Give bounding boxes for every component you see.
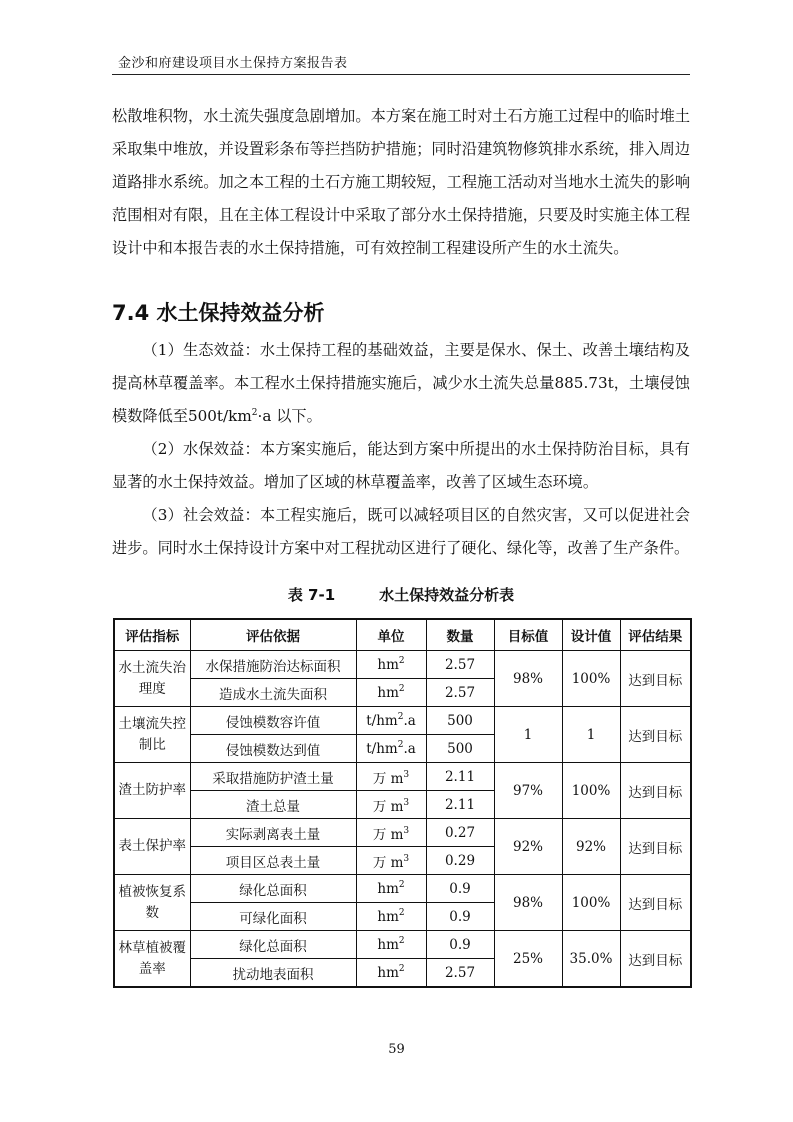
unit-base: 万 m — [372, 854, 404, 871]
social-benefit-paragraph: （3）社会效益：本工程实施后，既可以减轻项目区的自然灾害，又可以促进社会进步。同时水土保持设计方案中对工程扰动区进行了硬化、绿化等，改善了生产条件。 — [112, 506, 690, 557]
unit-sup: 3 — [403, 797, 410, 808]
unit-tail: .a — [403, 740, 416, 757]
eco-text-sup: 2 — [251, 408, 258, 418]
indicator-cell: 渣土防护率 — [114, 763, 190, 819]
header-cell: 评估指标 — [114, 619, 190, 651]
indicator-cell: 植被恢复系数 — [114, 875, 190, 931]
unit-cell — [356, 875, 426, 903]
unit-base: hm — [377, 964, 399, 981]
basis-cell: 采取措施防护渣土量 — [190, 763, 356, 791]
unit-sup: 2 — [397, 711, 404, 722]
section-body — [112, 334, 690, 565]
design-cell: 100% — [562, 875, 620, 931]
unit-base: 万 m — [372, 770, 404, 787]
header-divider — [112, 74, 690, 75]
table-caption-number: 表 7-1 — [287, 586, 336, 604]
unit-base: hm — [377, 908, 399, 925]
basis-cell: 项目区总表土量 — [190, 847, 356, 875]
quantity-cell: 2.11 — [426, 791, 494, 819]
basis-cell: 绿化总面积 — [190, 931, 356, 959]
water-conservation-benefit-paragraph: （2）水保效益：本方案实施后，能达到方案中所提出的水土保持防治目标，具有显著的水土保持效益。增加了区域的林草覆盖率，改善了区域生态环境。 — [112, 440, 690, 491]
intro-paragraph: 松散堆积物，水土流失强度急剧增加。本方案在施工时对土石方施工过程中的临时堆土采取集中堆放，并设置彩条布等拦挡防护措施；同时沿建筑物修筑排水系统，排入周边道路排水系统。加之本工程的土石方施工期较短，工程施工活动对当地水土流失的影响范围相对有限，且在主体工程设计中采取了部分水土保持措施，只要及时实施主体工程设计中和本报告表的水土保持措施，可有效控制工程建设所产生的水土流失。 — [112, 107, 690, 257]
quantity-cell: 2.57 — [426, 679, 494, 707]
eco-text-after: ·a 以下。 — [257, 407, 322, 425]
target-cell: 98% — [494, 651, 562, 707]
unit-sup: 2 — [397, 739, 404, 750]
table-row — [114, 819, 691, 847]
table-header-row — [114, 619, 691, 651]
benefit-analysis-table — [113, 618, 692, 988]
intro-text — [112, 100, 690, 265]
unit-tail: .a — [403, 712, 416, 729]
unit-base: hm — [377, 684, 399, 701]
unit-cell — [356, 819, 426, 847]
basis-cell: 侵蚀模数容许值 — [190, 707, 356, 735]
design-cell: 100% — [562, 651, 620, 707]
unit-cell — [356, 903, 426, 931]
result-cell: 达到目标 — [620, 875, 691, 931]
unit-sup: 2 — [398, 655, 405, 666]
section-heading — [112, 297, 325, 327]
table-caption — [112, 584, 690, 605]
target-cell: 1 — [494, 707, 562, 763]
unit-base: t/hm — [366, 740, 398, 757]
basis-cell: 绿化总面积 — [190, 875, 356, 903]
section-title: 水土保持效益分析 — [156, 301, 325, 325]
result-cell: 达到目标 — [620, 707, 691, 763]
target-cell: 97% — [494, 763, 562, 819]
design-cell: 100% — [562, 763, 620, 819]
design-cell: 1 — [562, 707, 620, 763]
unit-cell — [356, 651, 426, 679]
table-caption-title: 水土保持效益分析表 — [379, 586, 515, 604]
unit-base: hm — [377, 656, 399, 673]
header-cell: 评估依据 — [190, 619, 356, 651]
unit-base: t/hm — [366, 712, 398, 729]
table-row — [114, 651, 691, 679]
quantity-cell: 0.9 — [426, 875, 494, 903]
eco-text-before: （1）生态效益：水土保持工程的基础效益，主要是保水、保土、改善土壤结构及提高林草覆盖率。本工程水土保持措施实施后，减少水土流失总量885.73t，土壤侵蚀模数降低至500t/km — [112, 341, 690, 425]
unit-sup: 3 — [403, 825, 410, 836]
design-cell: 35.0% — [562, 931, 620, 988]
quantity-cell: 0.9 — [426, 931, 494, 959]
result-cell: 达到目标 — [620, 763, 691, 819]
header-cell: 评估结果 — [620, 619, 691, 651]
quantity-cell: 500 — [426, 707, 494, 735]
unit-sup: 2 — [398, 935, 405, 946]
indicator-cell: 表土保护率 — [114, 819, 190, 875]
result-cell: 达到目标 — [620, 819, 691, 875]
unit-cell — [356, 931, 426, 959]
unit-sup: 2 — [398, 907, 405, 918]
table-row — [114, 875, 691, 903]
result-cell: 达到目标 — [620, 931, 691, 988]
page-header: 金沙和府建设项目水土保持方案报告表 — [118, 56, 348, 71]
quantity-cell: 0.9 — [426, 903, 494, 931]
unit-sup: 2 — [398, 879, 405, 890]
target-cell: 92% — [494, 819, 562, 875]
quantity-cell: 2.57 — [426, 959, 494, 988]
unit-sup: 3 — [403, 853, 410, 864]
indicator-cell: 土壤流失控制比 — [114, 707, 190, 763]
target-cell: 98% — [494, 875, 562, 931]
header-cell: 单位 — [356, 619, 426, 651]
quantity-cell: 0.29 — [426, 847, 494, 875]
unit-sup: 2 — [398, 683, 405, 694]
page-number: 59 — [388, 1042, 405, 1057]
header-cell: 数量 — [426, 619, 494, 651]
table-row — [114, 763, 691, 791]
unit-cell — [356, 791, 426, 819]
basis-cell: 可绿化面积 — [190, 903, 356, 931]
indicator-cell: 水土流失治理度 — [114, 651, 190, 707]
section-number: 7.4 — [112, 301, 150, 325]
unit-base: 万 m — [372, 798, 404, 815]
target-cell: 25% — [494, 931, 562, 988]
basis-cell: 实际剥离表土量 — [190, 819, 356, 847]
unit-cell — [356, 763, 426, 791]
basis-cell: 扰动地表面积 — [190, 959, 356, 988]
header-cell: 设计值 — [562, 619, 620, 651]
unit-cell — [356, 847, 426, 875]
basis-cell: 造成水土流失面积 — [190, 679, 356, 707]
unit-cell — [356, 959, 426, 988]
unit-cell — [356, 679, 426, 707]
table-row — [114, 707, 691, 735]
unit-base: hm — [377, 936, 399, 953]
basis-cell: 侵蚀模数达到值 — [190, 735, 356, 763]
quantity-cell: 0.27 — [426, 819, 494, 847]
basis-cell: 渣土总量 — [190, 791, 356, 819]
header-cell: 目标值 — [494, 619, 562, 651]
quantity-cell: 2.57 — [426, 651, 494, 679]
quantity-cell: 2.11 — [426, 763, 494, 791]
unit-sup: 2 — [398, 963, 405, 974]
table-row — [114, 931, 691, 959]
indicator-cell: 林草植被覆盖率 — [114, 931, 190, 988]
unit-cell — [356, 707, 426, 735]
unit-sup: 3 — [403, 769, 410, 780]
quantity-cell: 500 — [426, 735, 494, 763]
basis-cell: 水保措施防治达标面积 — [190, 651, 356, 679]
unit-cell — [356, 735, 426, 763]
design-cell: 92% — [562, 819, 620, 875]
unit-base: hm — [377, 880, 399, 897]
result-cell: 达到目标 — [620, 651, 691, 707]
unit-base: 万 m — [372, 826, 404, 843]
ecological-benefit-paragraph — [112, 334, 690, 433]
